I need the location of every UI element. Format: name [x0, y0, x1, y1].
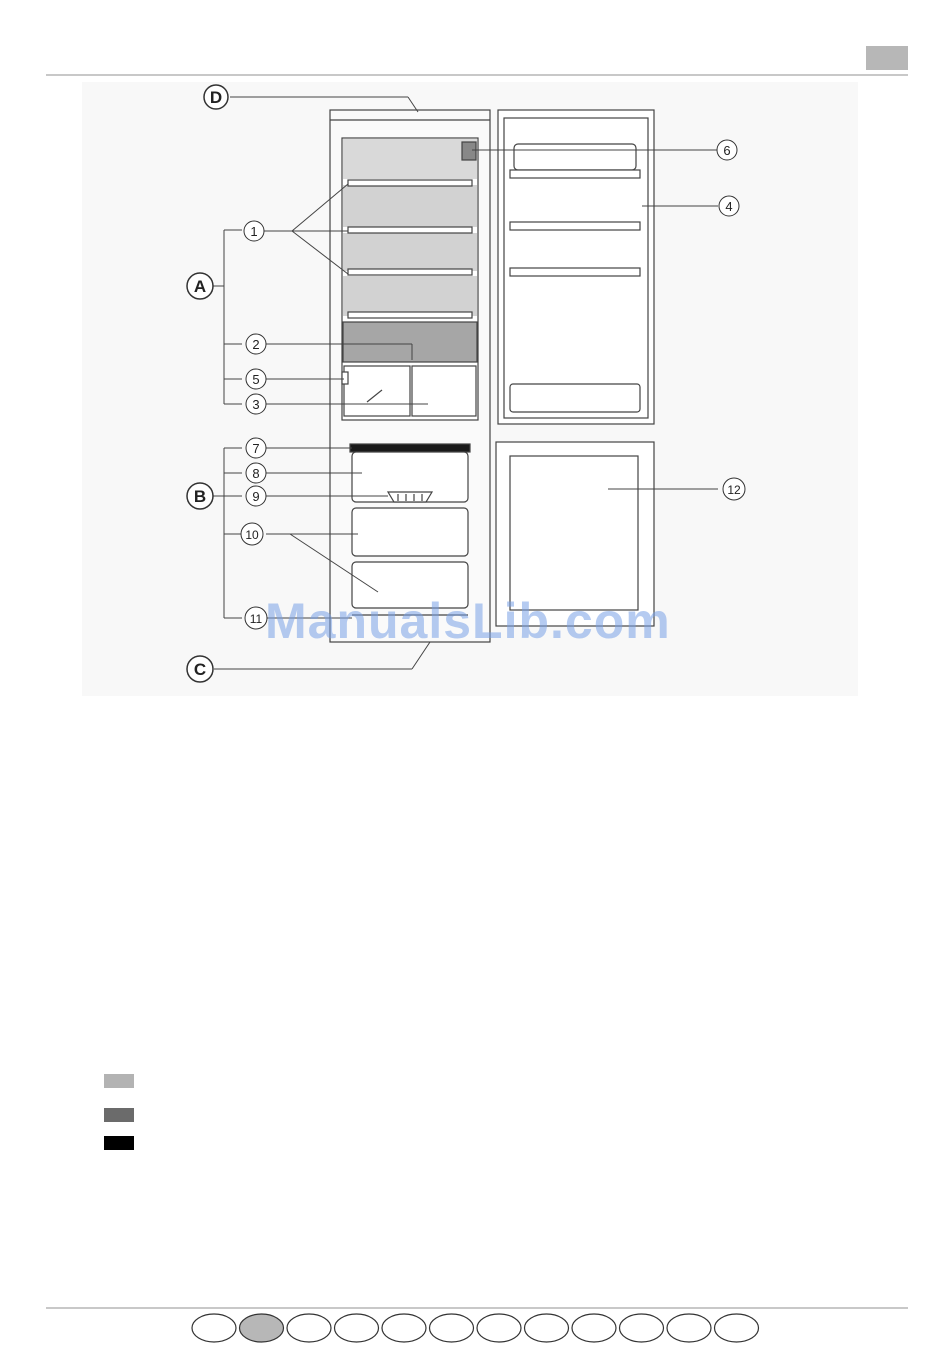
svg-text:12: 12 — [727, 483, 741, 497]
pager-oval-5[interactable] — [382, 1314, 426, 1342]
callout-5 — [246, 369, 266, 389]
svg-text:6: 6 — [723, 143, 731, 158]
callout-b — [187, 483, 213, 509]
glass-shelf-3 — [348, 269, 472, 275]
pager-oval-2[interactable] — [240, 1314, 284, 1342]
door-shelf-3 — [510, 268, 640, 276]
svg-text:B: B — [193, 487, 207, 506]
svg-text:A: A — [193, 277, 207, 296]
pager-oval-6[interactable] — [430, 1314, 474, 1342]
svg-text:5: 5 — [252, 372, 260, 387]
callout-6 — [717, 140, 737, 160]
svg-text:10: 10 — [245, 528, 259, 542]
freezer-drawer-2 — [352, 508, 468, 556]
door-tray-top — [514, 144, 636, 170]
callout-1 — [244, 221, 264, 241]
humidity-slider — [342, 372, 348, 384]
glass-shelf-2 — [348, 227, 472, 233]
pager-oval-12[interactable] — [715, 1314, 759, 1342]
top-shelf-band — [343, 139, 477, 179]
pager-oval-9[interactable] — [572, 1314, 616, 1342]
door-bottle-rack — [510, 384, 640, 412]
svg-text:7: 7 — [252, 441, 260, 456]
glass-shelf-4 — [348, 312, 472, 318]
svg-text:C: C — [193, 660, 207, 679]
callout-a — [187, 273, 213, 299]
legend-swatch-dark — [104, 1136, 134, 1150]
pager-oval-3[interactable] — [287, 1314, 331, 1342]
svg-text:3: 3 — [252, 397, 260, 412]
callout-2 — [246, 334, 266, 354]
language-pager — [190, 1312, 770, 1344]
shelf-band-1 — [343, 185, 477, 227]
legend-swatch-medium — [104, 1108, 134, 1122]
crisper-drawer-right — [412, 366, 476, 416]
pager-oval-10[interactable] — [620, 1314, 664, 1342]
svg-text:2: 2 — [252, 337, 260, 352]
legend-swatch-light — [104, 1074, 134, 1088]
freezer-top-band — [350, 444, 470, 452]
callout-9 — [246, 486, 266, 506]
freezer-door-inner — [510, 456, 638, 610]
pager-oval-4[interactable] — [335, 1314, 379, 1342]
pager-oval-11[interactable] — [667, 1314, 711, 1342]
door-shelf-2 — [510, 222, 640, 230]
callout-d — [204, 85, 228, 109]
svg-text:8: 8 — [252, 466, 260, 481]
callout-c — [187, 656, 213, 682]
svg-text:1: 1 — [250, 224, 258, 239]
callout-11 — [245, 607, 267, 629]
callout-4 — [719, 196, 739, 216]
svg-text:D: D — [209, 88, 223, 107]
watermark: ManualsLib.com — [265, 593, 671, 649]
pager-oval-1[interactable] — [192, 1314, 236, 1342]
svg-text:9: 9 — [252, 489, 260, 504]
svg-text:11: 11 — [249, 612, 263, 626]
shelf-band-2 — [343, 233, 477, 271]
callout-12 — [723, 478, 745, 500]
pager-oval-8[interactable] — [525, 1314, 569, 1342]
callout-8 — [246, 463, 266, 483]
bottom-rule — [46, 1307, 908, 1309]
svg-text:4: 4 — [725, 199, 733, 214]
ice-tray — [388, 492, 432, 502]
shelf-band-3 — [343, 276, 477, 316]
callout-7 — [246, 438, 266, 458]
crisper-cover — [343, 322, 477, 362]
pager-oval-7[interactable] — [477, 1314, 521, 1342]
top-rule — [46, 74, 908, 76]
callout-3 — [246, 394, 266, 414]
language-tab[interactable] — [866, 46, 908, 70]
crisper-drawer-left — [344, 366, 410, 416]
thermostat-box — [462, 142, 476, 160]
glass-shelf-1 — [348, 180, 472, 186]
door-shelf-1 — [510, 170, 640, 178]
callout-10 — [241, 523, 263, 545]
